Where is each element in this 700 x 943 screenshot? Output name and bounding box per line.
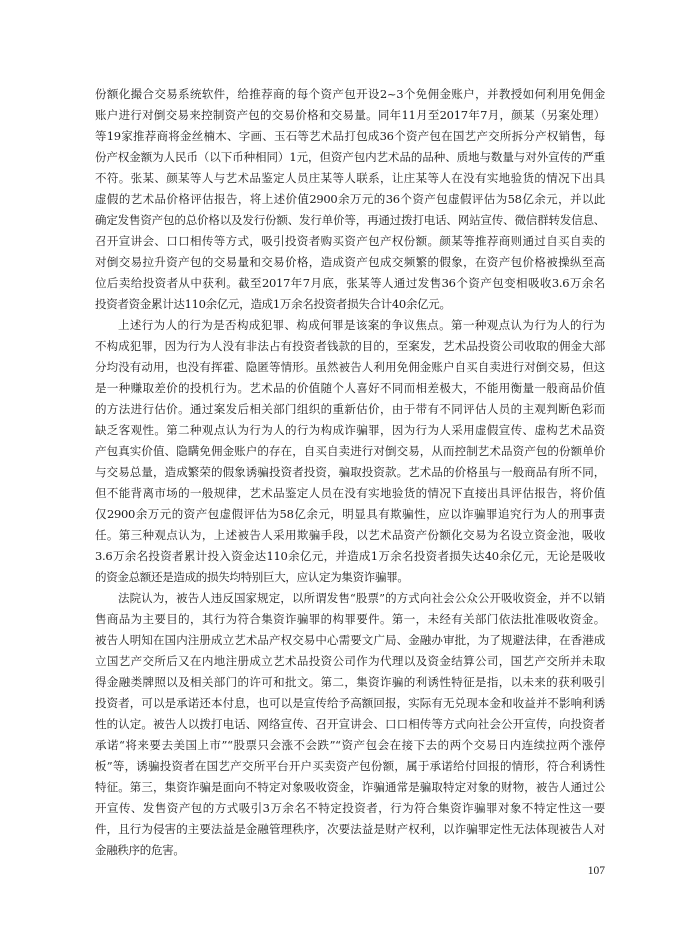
text-line: 的方法进行估价。通过案发后相关部门组织的重新估价，由于带有不同评估人员的主观判断色彩而 (95, 402, 605, 416)
text-line: 不符。张某、颜某等人与艺术品鉴定人员庄某等人联系，让庄某等人在没有实地验货的情况下出具 (95, 171, 605, 185)
text-line: 法院认为，被告人违反国家规定，以所谓发售“股票”的方式向社会公众公开吸收资金，并不以销 (118, 591, 605, 605)
text-line: 等19家推荐商将金丝楠木、字画、玉石等艺术品打包成36个资产包在国艺产交所拆分产权销售，每 (95, 129, 605, 143)
text-line: 金融秩序的危害。 (95, 843, 185, 857)
text-line: 件，且行为侵害的主要法益是金融管理秩序，次要法益是财产权利，以诈骗罪定性无法体现被告人对 (95, 822, 605, 836)
text-line: 立国艺产交所后又在内地注册成立艺术品投资公司作为代理以及资金结算公司，国艺产交所并未取 (95, 654, 605, 668)
text-line: 与交易总量，造成繁荣的假象诱骗投资者投资，骗取投资款。艺术品的价格虽与一般商品有所不同， (95, 465, 605, 479)
text-line: 对倒交易拉升资产包的交易量和交易价格，造成资产包成交频繁的假象，在资产包价格被操纵至高 (95, 255, 605, 269)
text-line: 板”等，诱骗投资者在国艺产交所平台开户买卖资产包份额，属于承诺给付回报的情形，符合利诱性 (95, 759, 605, 773)
text-line: 性的认定。被告人以拨打电话、网络宣传、召开宣讲会、口口相传等方式向社会公开宣传，向投资者 (95, 717, 605, 731)
text-line: 上述行为人的行为是否构成犯罪、构成何罪是该案的争议焦点。第一种观点认为行为人的行为 (118, 318, 605, 332)
text-line: 的资金总额还是造成的损失均特别巨大，应认定为集资诈骗罪。 (95, 570, 409, 584)
text-line: 分均没有动用，也没有挥霍、隐匿等情形。虽然被告人利用免佣金账户自买自卖进行对倒交易，但这 (95, 360, 605, 374)
text-line: 但不能背离市场的一般规律，艺术品鉴定人员在没有实地验货的情况下直接出具评估报告，将价值 (95, 486, 605, 500)
text-line: 开宣传、发售资产包的方式吸引3万余名不特定投资者，行为符合集资诈骗罪对象不特定性这一要 (95, 801, 605, 815)
page-number: 107 (587, 865, 605, 877)
text-line: 召开宣讲会、口口相传等方式，吸引投资者购买资产包产权份额。颜某等推荐商则通过自买自卖的 (95, 234, 605, 248)
text-line: 投资者，可以是承诺还本付息，也可以是宣传给予高额回报，实际有无兑现本金和收益并不影响利诱 (95, 696, 605, 710)
text-line: 3.6万余名投资者累计投入资金达110余亿元，并造成1万余名投资者损失达40余亿元，无论是吸收 (95, 549, 605, 563)
text-line: 得金融类牌照以及相关部门的许可和批文。第二，集资诈骗的利诱性特征是指，以未来的获利吸引 (95, 675, 605, 689)
text-line: 虚假的艺术品价格评估报告，将上述价值2900余万元的36个资产包虚假评估为58亿余元，并以此 (95, 192, 605, 206)
paragraph-case-facts (95, 84, 605, 315)
text-line: 投资者资金累计达110余亿元，造成1万余名投资者损失合计40余亿元。 (95, 297, 451, 311)
text-line: 位后卖给投资者从中获利。截至2017年7月底，张某等人通过发售36个资产包变相吸收3.6万余名 (95, 276, 605, 290)
text-line: 份额化撮合交易系统软件，给推荐商的每个资产包开设2~3个免佣金账户，并教授如何利用免佣金 (95, 87, 605, 101)
paragraph-disputed-views (95, 315, 605, 588)
text-line: 不构成犯罪，因为行为人没有非法占有投资者钱款的目的，至案发，艺术品投资公司收取的佣金大部 (95, 339, 605, 353)
text-line: 产包真实价值、隐瞒免佣金账户的存在，自买自卖进行对倒交易，从而控制艺术品资产包的份额单价 (95, 444, 605, 458)
text-line: 售商品为主要目的，其行为符合集资诈骗罪的构罪要件。第一，未经有关部门依法批准吸收资金。 (95, 612, 605, 626)
text-line: 任。第三种观点认为，上述被告人采用欺骗手段，以艺术品资产份额化交易为名设立资金池，吸收 (95, 528, 605, 542)
paragraph-court-opinion (95, 588, 605, 861)
text-line: 被告人明知在国内注册成立艺术品产权交易中心需要文广局、金融办审批，为了规避法律，在香港成 (95, 633, 605, 647)
body-text (95, 84, 605, 861)
text-line: 份产权金额为人民币（以下币种相同）1元，但资产包内艺术品的品种、质地与数量与对外宣传的严重 (95, 150, 605, 164)
text-line: 确定发售资产包的总价格以及发行份额、发行单价等，再通过拨打电话、网站宣传、微信群转发信息、 (95, 213, 605, 227)
text-line: 账户进行对倒交易来控制资产包的交易价格和交易量。同年11月至2017年7月，颜某（另案处理） (95, 108, 605, 122)
text-line: 缺乏客观性。第二种观点认为行为人的行为构成诈骗罪，因为行为人采用虚假宣传、虚构艺术品资 (95, 423, 605, 437)
text-line: 是一种赚取差价的投机行为。艺术品的价值随个人喜好不同而相差极大，不能用衡量一般商品价值 (95, 381, 605, 395)
text-line: 特征。第三，集资诈骗是面向不特定对象吸收资金，诈骗通常是骗取特定对象的财物，被告人通过公 (95, 780, 605, 794)
text-line: 仅2900余万元的资产包虚假评估为58亿余元，明显具有欺骗性，应以诈骗罪追究行为人的刑事责 (95, 507, 605, 521)
text-line: 承诺“将来要去美国上市”“股票只会涨不会跌”“资产包会在接下去的两个交易日内连续拉两个涨停 (95, 738, 605, 752)
